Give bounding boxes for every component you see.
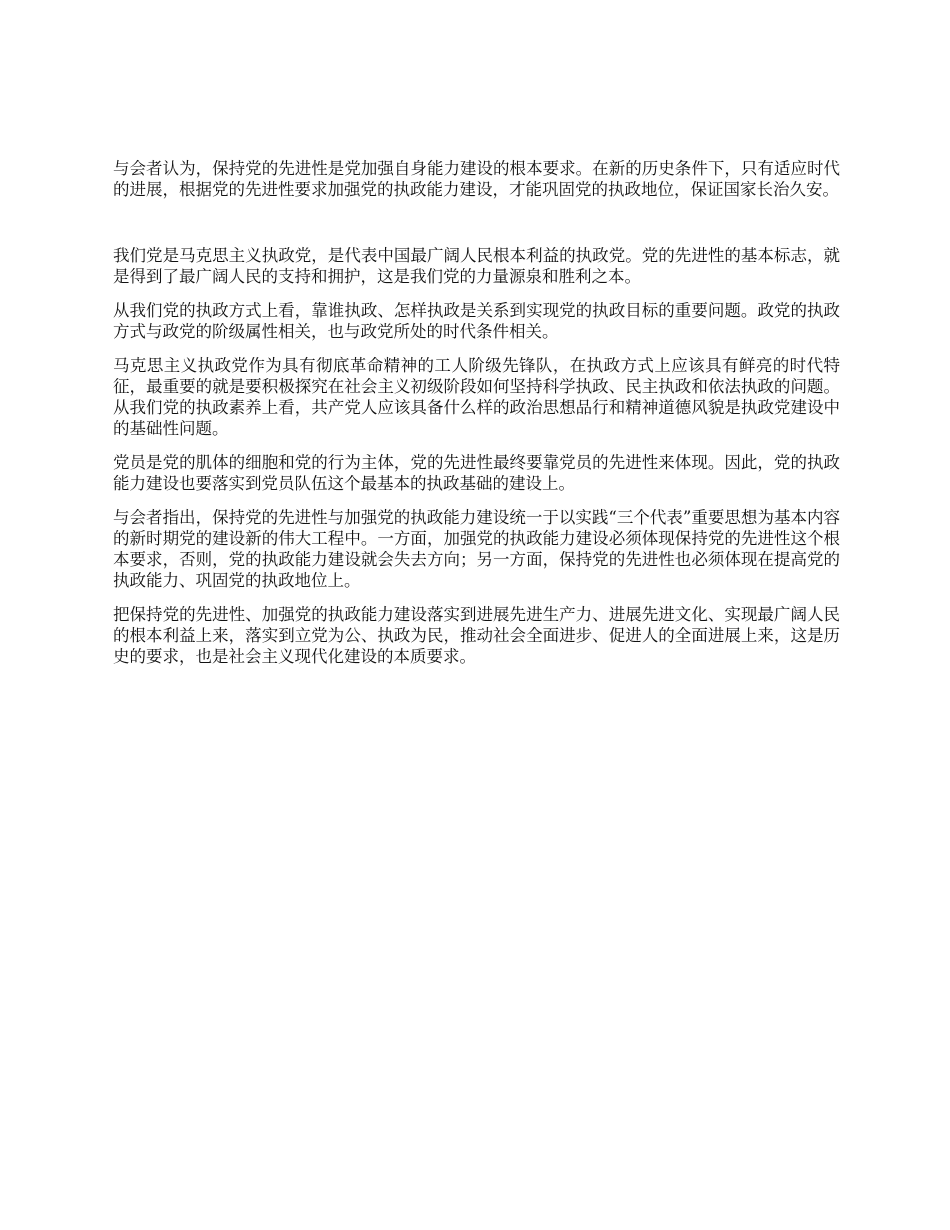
paragraph-3: 从我们党的执政方式上看，靠谁执政、怎样执政是关系到实现党的执政目标的重要问题。政党的执政方式与政党的阶级属性相关，也与政党所处的时代条件相关。 (113, 301, 840, 341)
document-body (113, 158, 840, 680)
paragraph-6: 与会者指出，保持党的先进性与加强党的执政能力建设统一于以实践“三个代表”重要思想为基本内容的新时期党的建设新的伟大工程中。一方面，加强党的执政能力建设必须体现保持党的先进性这个根本要求，否则，党的执政能力建设就会失去方向；另一方面，保持党的先进性也必须体现在提高党的执政能力、巩固党的执政地位上。 (113, 508, 840, 590)
paragraph-2: 我们党是马克思主义执政党，是代表中国最广阔人民根本利益的执政党。党的先进性的基本标志，就是得到了最广阔人民的支持和拥护，这是我们党的力量源泉和胜利之本。 (113, 246, 840, 286)
paragraph-7: 把保持党的先进性、加强党的执政能力建设落实到进展先进生产力、进展先进文化、实现最广阔人民的根本利益上来，落实到立党为公、执政为民，推动社会全面进步、促进人的全面进展上来，这是历史的要求，也是社会主义现代化建设的本质要求。 (113, 605, 840, 666)
paragraph-1: 与会者认为，保持党的先进性是党加强自身能力建设的根本要求。在新的历史条件下，只有适应时代的进展，根据党的先进性要求加强党的执政能力建设，才能巩固党的执政地位，保证国家长治久安。 (113, 159, 840, 199)
paragraph-5: 党员是党的肌体的细胞和党的行为主体，党的先进性最终要靠党员的先进性来体现。因此，党的执政能力建设也要落实到党员队伍这个最基本的执政基础的建设上。 (113, 453, 840, 493)
paragraph-4: 马克思主义执政党作为具有彻底革命精神的工人阶级先锋队，在执政方式上应该具有鲜亮的时代特征，最重要的就是要积极探究在社会主义初级阶段如何坚持科学执政、民主执政和依法执政的问题。从我们党的执政素养上看，共产党人应该具备什么样的政治思想品行和精神道德风貌是执政党建设中的基础性问题。 (113, 356, 840, 438)
